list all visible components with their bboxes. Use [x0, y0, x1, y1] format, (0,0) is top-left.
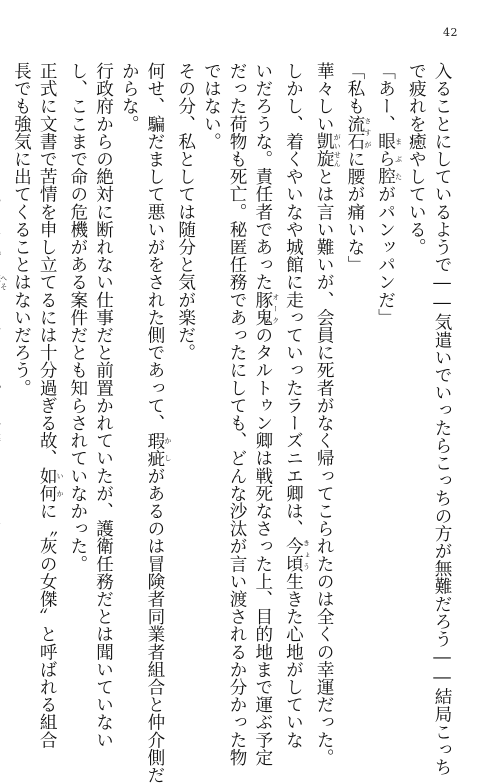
text-line-10: その分、私としては随分と気が楽だ。 — [175, 62, 196, 362]
text-line-5: 華々しい凱旋 がいせんとは言い難いが、会員に死者がなく帰ってこられたのは全くの幸運だった。 — [314, 62, 342, 767]
text-line-6: しかし、着くやいなや城館に走っていったラーズニエ卿は、今頃 きょう生きた心地がしていな — [283, 62, 311, 749]
page-number: 42 — [443, 26, 458, 39]
furigana-line-6: 今頃 きょう — [283, 537, 311, 573]
text-line-12: からな。 — [119, 62, 140, 133]
text-line-9: ではない。 — [201, 62, 222, 150]
vertical-text-body — [0, 62, 454, 784]
text-line-2: で疲れを癒やしている。 — [406, 62, 427, 256]
text-line-17 — [0, 62, 8, 660]
furigana-line-5: 凱旋 がいせん — [314, 132, 342, 168]
text-line-8: だった荷物も死亡。秘匿任務であったにしても、どんな沙汰が言い渡されるか分かった物 — [227, 62, 248, 766]
text-line-11: 何せ、騙だまして悪いがをされた側であって、瑕疵 かしがあるのは冒険者同業者組合と仲介側だ — [144, 62, 172, 784]
furigana-line-17: へそ — [0, 273, 8, 291]
text-line-13: 行政府からの絶対に断れない仕事だと前置かれていたが、護衛任務だとは聞いていない — [93, 62, 114, 749]
text-line-15: 正式に文書で苦情を申し立てるには十分過ぎる故、如何 いかに〝灰の女傑〟と呼ばれる組合 — [37, 62, 65, 749]
text-line-1: 入ることにしているようで――気遣いでいったらこっちの方が無難だろう――結局こっち — [432, 62, 452, 776]
furigana-line-15: 如何 いか — [37, 466, 65, 503]
furigana-line-4: 流石 さすが — [344, 114, 372, 151]
furigana-line-7: 豚鬼 オーク — [252, 290, 280, 327]
text-line-4: 「私も流石 さすがに腰が痛いな」 — [344, 62, 372, 274]
text-line-16: 長でも強気に出てくることはないだろう。 — [11, 62, 32, 397]
text-line-7: いだろうな。責任者であった豚鬼 オークのタルトゥン卿は戦死なさった上、目的地まで運ぶ予定 — [252, 62, 280, 767]
text-line-14: し、ここまで命の危機がある案件だとも知らされていなかった。 — [67, 62, 88, 573]
furigana-line-11b: 瑕疵 かし — [144, 431, 172, 467]
furigana-line-3: 眼ら腔 まぶた — [375, 132, 403, 186]
text-line-3: 「あー、眼ら腔 まぶたがパンッパンだ」 — [375, 62, 403, 327]
